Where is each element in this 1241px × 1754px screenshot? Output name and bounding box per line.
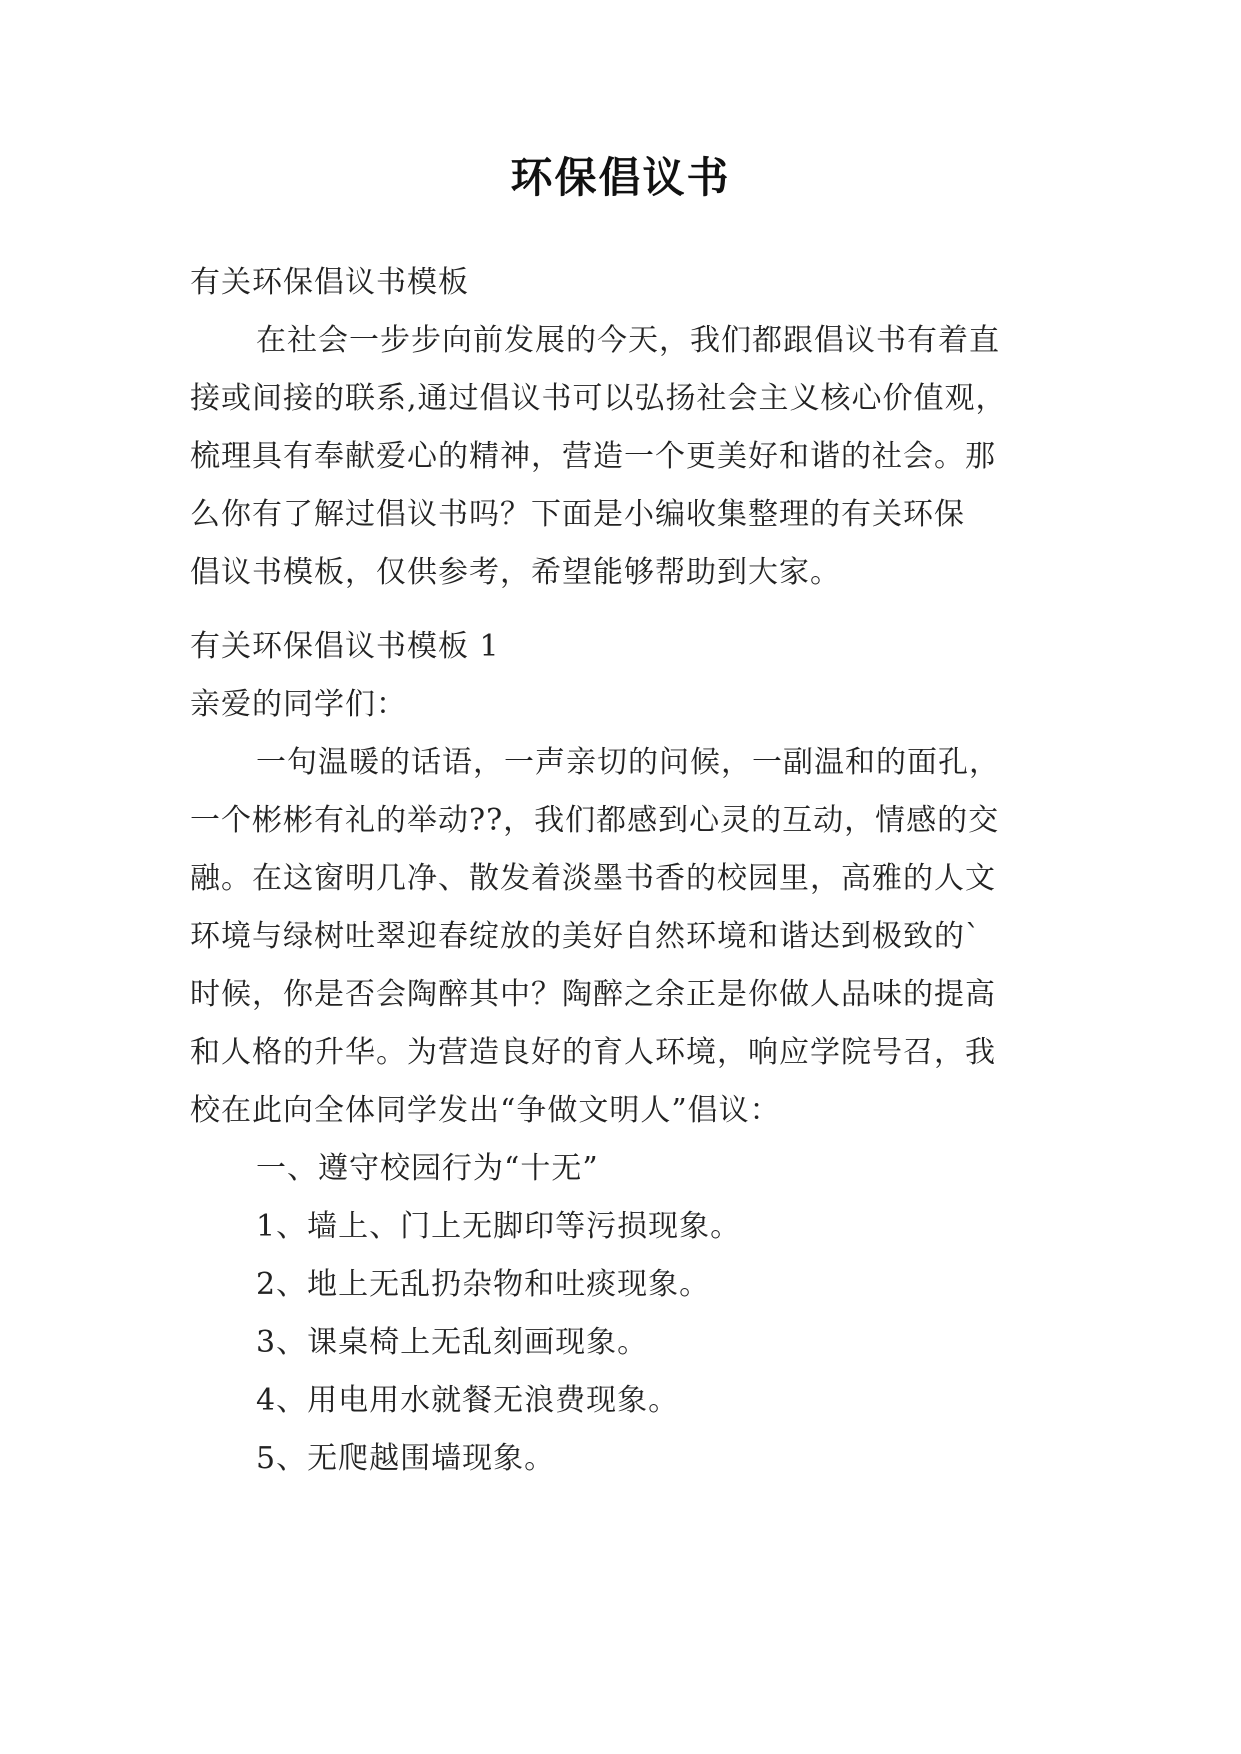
body-line: 时候，你是否会陶醉其中？陶醉之余正是你做人品味的提高: [190, 977, 996, 1012]
body-line: 融。在这窗明几净、散发着淡墨书香的校园里，高雅的人文: [190, 861, 996, 896]
body-line: 校在此向全体同学发出“争做文明人”倡议：: [190, 1093, 781, 1128]
list-item: 1、墙上、门上无脚印等污损现象。: [256, 1209, 742, 1244]
list-item: 4、用电用水就餐无浪费现象。: [256, 1383, 680, 1418]
body-line: 一句温暖的话语，一声亲切的问候，一副温和的面孔，: [256, 745, 1000, 780]
body-line: 和人格的升华。为营造良好的育人环境，响应学院号召，我: [190, 1035, 996, 1070]
document-title: 环保倡议书: [510, 153, 731, 202]
greeting: 亲爱的同学们：: [190, 687, 407, 722]
list-heading: 一、遵守校园行为“十无”: [256, 1151, 599, 1186]
intro-heading: 有关环保倡议书模板: [190, 265, 469, 300]
list-item: 3、课桌椅上无乱刻画现象。: [256, 1325, 649, 1360]
intro-line: 在社会一步步向前发展的今天，我们都跟倡议书有着直: [256, 323, 1000, 358]
letter-block: [190, 618, 1050, 1488]
section-title: 有关环保倡议书模板 1: [190, 629, 500, 664]
intro-line: 倡议书模板，仅供参考，希望能够帮助到大家。: [190, 555, 841, 590]
list-item: 5、无爬越围墙现象。: [256, 1441, 556, 1476]
list-item: 2、地上无乱扔杂物和吐痰现象。: [256, 1267, 711, 1302]
intro-line: 接或间接的联系,通过倡议书可以弘扬社会主义核心价值观，: [190, 381, 1007, 416]
body-line: 环境与绿树吐翠迎春绽放的美好自然环境和谐达到极致的`: [190, 919, 981, 954]
intro-line: 梳理具有奉献爱心的精神，营造一个更美好和谐的社会。那: [190, 439, 996, 474]
body-line: 一个彬彬有礼的举动??，我们都感到心灵的互动，情感的交: [190, 803, 1000, 838]
intro-block: [190, 254, 1050, 602]
intro-line: 么你有了解过倡议书吗？下面是小编收集整理的有关环保: [190, 497, 965, 532]
